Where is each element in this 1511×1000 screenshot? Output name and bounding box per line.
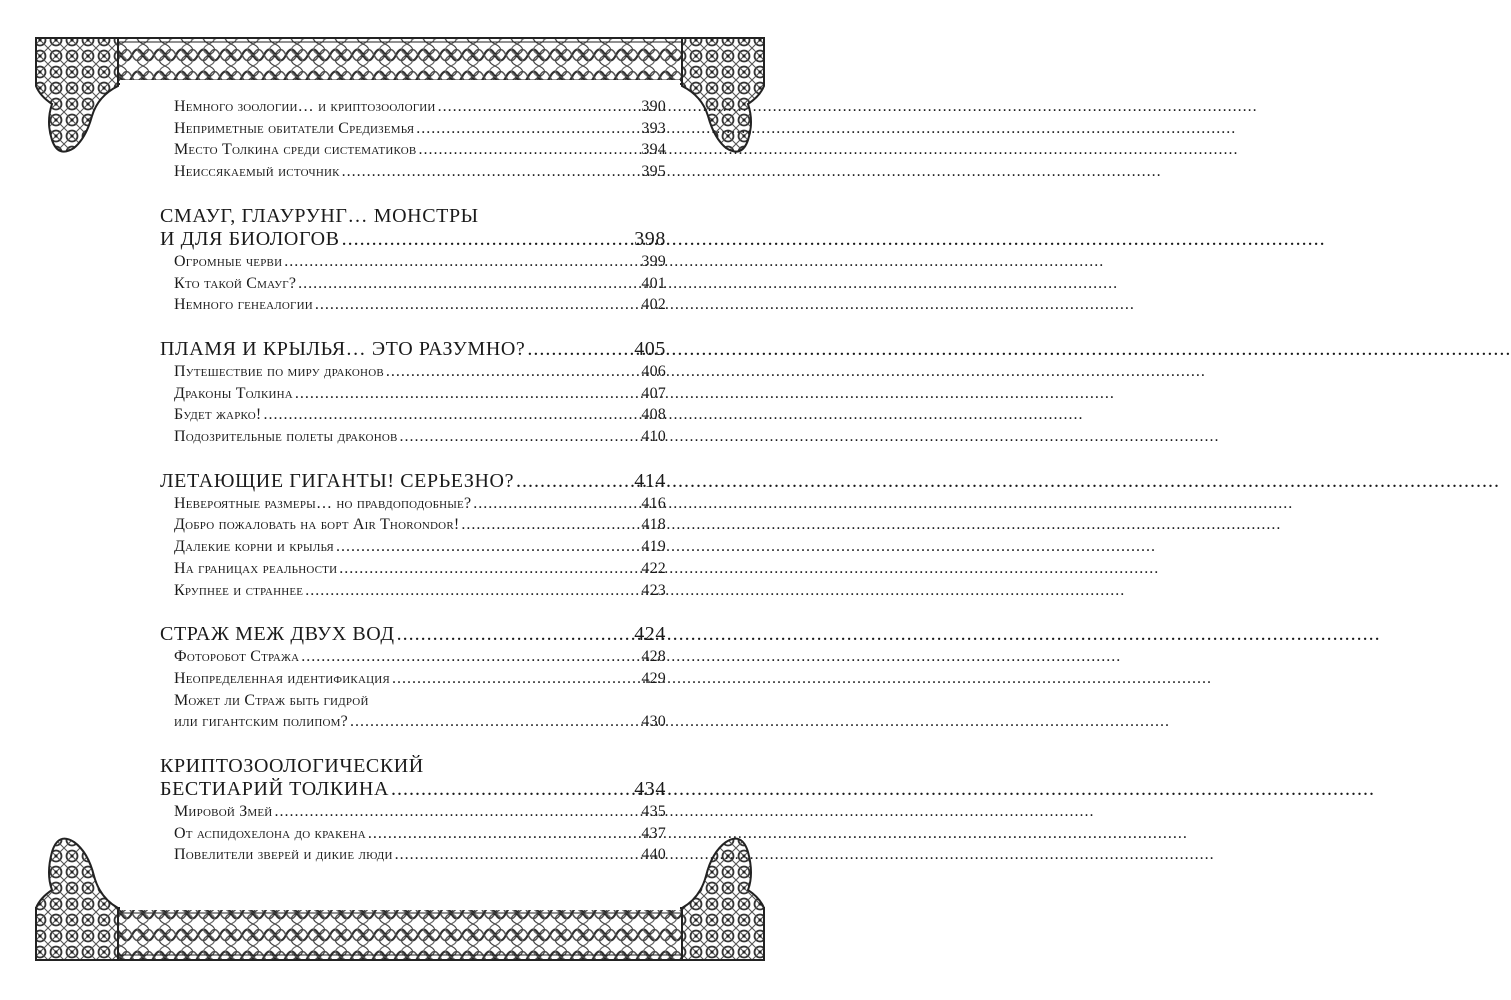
toc-entry-page: 419 (641, 538, 666, 556)
dot-leader (298, 273, 639, 295)
toc-entry[interactable] (160, 426, 666, 448)
dot-leader (315, 294, 639, 316)
toc-entry[interactable] (160, 404, 666, 426)
toc-entry-page: 406 (641, 362, 666, 380)
dot-leader (416, 118, 639, 140)
chapter-heading-page: 405 (634, 337, 666, 360)
toc-entry[interactable] (160, 493, 666, 515)
chapter-heading-title: ПЛАМЯ И КРЫЛЬЯ… ЭТО РАЗУМНО? (160, 337, 526, 360)
chapter-heading-line[interactable]: СМАУГ, ГЛАУРУНГ… МОНСТРЫ (160, 204, 479, 227)
toc-entry[interactable] (160, 844, 666, 866)
toc-entry-title: Неиссякаемый источник (174, 163, 340, 181)
chapter-heading[interactable] (160, 778, 666, 801)
toc-entry-title: Будет жарко! (174, 406, 262, 424)
toc-entry-title: Мировой Змей (174, 803, 273, 821)
dot-leader (461, 514, 639, 536)
toc-entry[interactable] (160, 668, 666, 690)
dot-leader (263, 404, 639, 426)
toc-entry-page: 410 (641, 428, 666, 446)
toc-entry-title: Подозрительные полеты драконов (174, 428, 398, 446)
chapter-heading[interactable] (160, 228, 666, 251)
toc-entry[interactable] (160, 646, 666, 668)
toc-section (160, 96, 666, 183)
toc-entry[interactable] (160, 801, 666, 823)
dot-leader (392, 668, 639, 690)
chapter-heading-title: СТРАЖ МЕЖ ДВУХ ВОД (160, 623, 395, 646)
dot-leader (400, 426, 640, 448)
toc-entry-page: 440 (641, 846, 666, 864)
toc-entry-page: 428 (641, 648, 666, 666)
chapter-heading-page: 434 (634, 778, 666, 801)
toc-entry[interactable] (160, 251, 666, 273)
chapter-heading-title: И ДЛЯ БИОЛОГОВ (160, 227, 340, 250)
toc-entry-title: Добро пожаловать на борт Air Thorondor! (174, 516, 460, 534)
dot-leader (301, 646, 639, 668)
toc-entry-title: или гигантским полипом? (174, 713, 348, 731)
dot-leader (395, 844, 640, 866)
toc-entry-title: Повелители зверей и дикие люди (174, 846, 393, 864)
toc-entry-title: Крупнее и страннее (174, 581, 304, 599)
toc-entry-page: 429 (641, 669, 666, 687)
dot-leader (284, 251, 639, 273)
toc-entry[interactable] (160, 96, 666, 118)
dot-leader (339, 558, 639, 580)
toc-entry[interactable] (160, 823, 666, 845)
toc-entry-page: 394 (641, 141, 666, 159)
chapter-heading[interactable] (160, 470, 666, 493)
toc-entry-page: 390 (641, 98, 666, 115)
toc-entry-page: 437 (641, 824, 666, 842)
toc-entry-page: 430 (641, 713, 666, 731)
toc-entry-title: Неопределенная идентификация (174, 669, 390, 687)
dot-leader (527, 338, 632, 361)
toc-entry-title: Огромные черви (174, 252, 283, 270)
toc-entry-title: Место Толкина среди систематиков (174, 141, 417, 159)
dot-leader (336, 536, 639, 558)
toc-entry-page: 393 (641, 119, 666, 137)
toc-entry-page: 423 (641, 581, 666, 599)
toc-entry-title: Фоторобот Стража (174, 648, 300, 666)
toc-section (160, 623, 666, 733)
toc-entry[interactable] (160, 273, 666, 295)
dot-leader (305, 580, 639, 602)
toc-entry-line[interactable]: Может ли Страж быть гидрой (174, 691, 369, 709)
toc-entry[interactable] (160, 361, 666, 383)
chapter-heading-page: 398 (634, 227, 666, 250)
toc-entry-title: Немного генеалогии (174, 296, 313, 314)
toc-entry-title: Неприметные обитатели Средиземья (174, 119, 415, 137)
toc-entry[interactable] (160, 294, 666, 316)
corner-ornament-top-left (36, 38, 118, 152)
toc-entry[interactable] (160, 514, 666, 536)
toc-entry-title: Невероятные размеры… но правдоподобные? (174, 494, 472, 512)
toc-entry-title: Кто такой Смауг? (174, 274, 297, 292)
toc-section (160, 205, 666, 316)
chapter-heading[interactable] (160, 623, 666, 646)
dot-leader (342, 228, 633, 251)
toc-entry[interactable] (160, 139, 666, 161)
toc-entry-page: 401 (641, 274, 666, 292)
border-top-band (36, 38, 764, 84)
corner-ornament-bottom-left (36, 839, 118, 960)
chapter-heading-page: 424 (634, 623, 666, 646)
dot-leader (368, 823, 640, 845)
toc-entry[interactable] (160, 711, 666, 733)
chapter-heading-title: БЕСТИАРИЙ ТОЛКИНА (160, 778, 389, 801)
toc-entry-page: 408 (641, 406, 666, 424)
toc-entry-page: 422 (641, 559, 666, 577)
toc-entry-title: Немного зоологии… и криптозоологии (174, 98, 436, 115)
dot-leader (438, 96, 640, 118)
toc-section (160, 755, 666, 866)
border-bottom-band (36, 908, 764, 960)
toc-entry-page: 435 (641, 803, 666, 821)
toc-entry-page: 399 (641, 252, 666, 270)
toc-entry-title: Драконы Толкина (174, 384, 293, 402)
dot-leader (295, 383, 639, 405)
dot-leader (350, 711, 639, 733)
toc-entry[interactable] (160, 383, 666, 405)
toc-section (160, 338, 666, 448)
toc-entry-title: От аспидохелона до кракена (174, 824, 366, 842)
dot-leader (473, 493, 639, 515)
toc-entry[interactable] (160, 161, 666, 183)
toc-entry-page: 395 (641, 163, 666, 181)
toc-entry-page: 416 (641, 494, 666, 512)
toc-entry-page: 407 (641, 384, 666, 402)
dot-leader (342, 161, 640, 183)
toc-entry[interactable] (160, 118, 666, 140)
toc-entry-page: 418 (641, 516, 666, 534)
toc-entry-title: Далекие корни и крылья (174, 538, 334, 556)
chapter-heading-line[interactable]: КРИПТОЗООЛОГИЧЕСКИЙ (160, 755, 424, 778)
toc-entry[interactable] (160, 558, 666, 580)
table-of-contents (160, 96, 666, 888)
toc-entry[interactable] (160, 536, 666, 558)
chapter-heading[interactable] (160, 338, 666, 361)
toc-entry-page: 402 (641, 296, 666, 314)
toc-entry-title: На границах реальности (174, 559, 338, 577)
chapter-heading-page: 414 (634, 469, 666, 492)
dot-leader (391, 778, 632, 801)
dot-leader (386, 361, 640, 383)
toc-section (160, 470, 666, 602)
chapter-heading-title: ЛЕТАЮЩИЕ ГИГАНТЫ! СЕРЬЕЗНО? (160, 469, 515, 492)
toc-entry[interactable] (160, 580, 666, 602)
dot-leader (516, 470, 632, 493)
dot-leader (274, 801, 639, 823)
dot-leader (397, 623, 633, 646)
toc-entry-title: Путешествие по миру драконов (174, 362, 384, 380)
dot-leader (418, 139, 639, 161)
